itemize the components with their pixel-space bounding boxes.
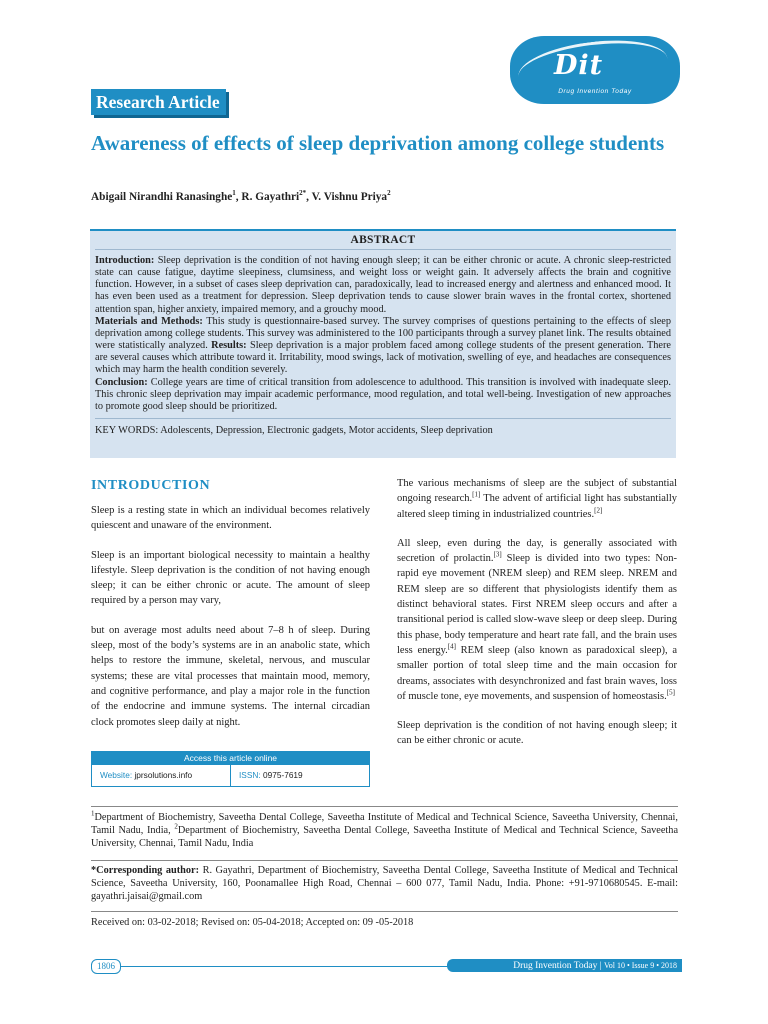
access-row bbox=[92, 765, 369, 786]
access-heading: Access this article online bbox=[92, 752, 369, 765]
paragraph: but on average most adults need about 7–8 h of sleep. During sleep, most of the body’s systems are in an anabolic state, which helps to restore the immune, skeletal, nervous, and muscular systems; these are vital processes that maintain mood, memory, and cognitive performance, and play a major role in the function of the endocrine and immune systems. The internal circadian clock promotes sleep daily at night. bbox=[91, 624, 370, 728]
paragraph-text: The various mechanisms of sleep are the subject of substantial ongoing research. bbox=[397, 478, 677, 505]
issn-value: 0975-7619 bbox=[262, 770, 303, 780]
abstract-body bbox=[95, 255, 671, 413]
paragraph: Sleep is an important biological necessity to maintain a healthy lifestyle. Sleep deprivation is the condition of not having enough sleep; it can be either chronic or acute. The amount of sleep required by a person may vary, bbox=[91, 549, 370, 607]
citation-ref[interactable]: [2] bbox=[594, 506, 603, 515]
author-affiliation: 2 bbox=[387, 189, 391, 198]
access-issn bbox=[230, 765, 369, 786]
issn-label: ISSN: bbox=[239, 770, 261, 780]
footnote-divider bbox=[91, 911, 678, 912]
abstract-results-label: Results: bbox=[211, 340, 247, 352]
author-affiliation: 1 bbox=[232, 189, 236, 198]
article-title: Awareness of effects of sleep deprivation among college students bbox=[91, 131, 665, 155]
corresponding-label: *Corresponding author: bbox=[91, 865, 200, 876]
access-online-box bbox=[91, 751, 370, 787]
website-link[interactable]: jprsolutions.info bbox=[134, 770, 193, 780]
right-column bbox=[397, 476, 677, 749]
affiliation-marker: 2 bbox=[174, 822, 178, 831]
paragraph: Sleep deprivation is the condition of not having enough sleep; it can be either chronic or acute. bbox=[397, 720, 677, 747]
abstract-box bbox=[90, 229, 676, 458]
abstract-conclusion-text: College years are time of critical transition from adolescence to adulthood. This transition is involved with inadequate sleep. This chronic sleep deprivation may impair academic performance, mood regulation, and total well-being. Investigation of new approaches to promote good sleep should be prioritized. bbox=[95, 376, 672, 412]
journal-logo bbox=[510, 36, 680, 104]
affiliations bbox=[91, 811, 678, 851]
section-heading-introduction: INTRODUCTION bbox=[91, 478, 211, 493]
keywords-list: Adolescents, Depression, Electronic gadgets, Motor accidents, Sleep deprivation bbox=[160, 425, 493, 437]
abstract-intro-label: Introduction: bbox=[95, 255, 155, 266]
affiliation-text: Department of Biochemistry, Saveetha Dental College, Saveetha Institute of Medical and Technical Science, Saveetha University, Chennai, Tamil Nadu, India bbox=[91, 825, 679, 850]
citation-ref[interactable]: [1] bbox=[472, 490, 481, 499]
affiliation-text: Department of Biochemistry, Saveetha Dental College, Saveetha Institute of Medical and Technical Science, Saveetha University, Chennai, Tamil Nadu, India, bbox=[91, 812, 678, 837]
journal-footer: Drug Invention Today | Vol 10 • Issue 9 • 2018 bbox=[447, 959, 682, 972]
corresponding-author bbox=[91, 864, 678, 904]
footnote-divider bbox=[91, 860, 678, 861]
website-label: Website: bbox=[100, 770, 133, 780]
paragraph bbox=[397, 476, 677, 522]
affiliation-marker: 1 bbox=[91, 809, 95, 818]
logo-text: Drug Invention Today bbox=[558, 88, 632, 95]
paragraph-text: REM sleep (also known as paradoxical sleep), a smaller portion of total sleep time and the main occasion for dreams, associates with desynchronized and fast brain waves, loss of muscle tone, eye movements, and suspension of homeostasis. bbox=[397, 644, 677, 702]
paragraph-text: Sleep is divided into two types: Non-rapid eye movement (NREM sleep) and REM sleep. NREM and REM sleep are so different that physiologists identify them as distinct behavioral states. First NREM sleep occurs and after a transitional period is called slow-wave sleep or deep sleep. During this phase, body temperature and heart rate fall, and the brain uses less energy. bbox=[397, 553, 677, 656]
keywords bbox=[95, 418, 671, 436]
footnote-divider bbox=[91, 806, 678, 807]
received-dates: Received on: 03-02-2018; Revised on: 05-04-2018; Accepted on: 09 -05-2018 bbox=[91, 917, 414, 928]
paragraph-text: The advent of artificial light has substantially altered sleep timing in industrialized countries. bbox=[397, 493, 678, 520]
abstract-results-text: Sleep deprivation is a major problem faced among college students of the present generation. There are several causes which attribute toward it. Irritability, mood swings, lack of motivation, swelling of eye, and headaches are consequences which may harm the health condition severely. bbox=[95, 340, 671, 376]
intro-column bbox=[91, 503, 370, 730]
paragraph-text: All sleep, even during the day, is generally associated with secretion of prolactin. bbox=[397, 537, 677, 565]
keywords-label: KEY WORDS: bbox=[95, 425, 159, 437]
abstract-conclusion-label: Conclusion: bbox=[95, 376, 148, 388]
paragraph: Sleep is a resting state in which an individual becomes relatively quiescent and unaware of the environment. bbox=[91, 505, 370, 532]
author-name: V. Vishnu Priya bbox=[311, 191, 388, 203]
citation-ref[interactable]: [5] bbox=[666, 688, 675, 697]
access-website bbox=[92, 765, 230, 786]
author-name: Abigail Nirandhi Ranasinghe bbox=[91, 191, 233, 203]
corresponding-text: R. Gayathri, Department of Biochemistry, Saveetha Dental College, Saveetha Institute of Medical and Technical Science, Saveetha University, 160, Poonamallee High Road, Chennai – 600 077, Tamil Nadu, India. Phone: +91-9710680545. E-mail: gayathri.jaisai@gmail.com bbox=[91, 865, 678, 903]
author-list: Abigail Nirandhi Ranasinghe$^1$, R. Gayathri$^{2*}$, V. Vishnu Priya$^2$ bbox=[91, 189, 391, 203]
citation-ref[interactable]: [3] bbox=[493, 550, 502, 559]
logo-mark: Dit bbox=[554, 50, 604, 81]
article-type-badge: Research Article bbox=[91, 89, 226, 115]
abstract-intro-text: Sleep deprivation is the condition of not having enough sleep; it can be either chronic or acute. A chronic sleep-restricted state can cause fatigue, daytime sleepiness, clumsiness, and weight loss or weight gain. It adversely affects the brain and cognitive function. However, in a subset of cases sleep deprivation can, paradoxically, lead to increased energy and alertness and enhanced mood. It has even been used as a treatment for depression. Sleep deprivation tends to cause slower brain waves in the frontal cortex, shortened attention span, higher anxiety, impaired memory, and a grouchy mood. bbox=[95, 255, 671, 315]
abstract-heading: ABSTRACT bbox=[95, 234, 671, 250]
page-number: 1806 bbox=[91, 959, 121, 974]
author-name: R. Gayathri bbox=[241, 191, 300, 203]
citation-ref[interactable]: [4] bbox=[447, 642, 456, 651]
abstract-methods-text: This study is questionnaire-based survey. The survey comprises of questions pertaining to the effects of sleep deprivation among college students. This survey was administered to the 100 participants through a survey planet link. The results obtained were statistically analyzed. bbox=[95, 315, 672, 352]
paragraph bbox=[397, 536, 677, 704]
author-affiliation: 2* bbox=[299, 189, 307, 198]
journal-volume: Vol 10 • Issue 9 • 2018 bbox=[603, 961, 677, 970]
abstract-methods-label: Materials and Methods: bbox=[95, 315, 203, 327]
journal-name: Drug Invention Today bbox=[513, 961, 598, 971]
